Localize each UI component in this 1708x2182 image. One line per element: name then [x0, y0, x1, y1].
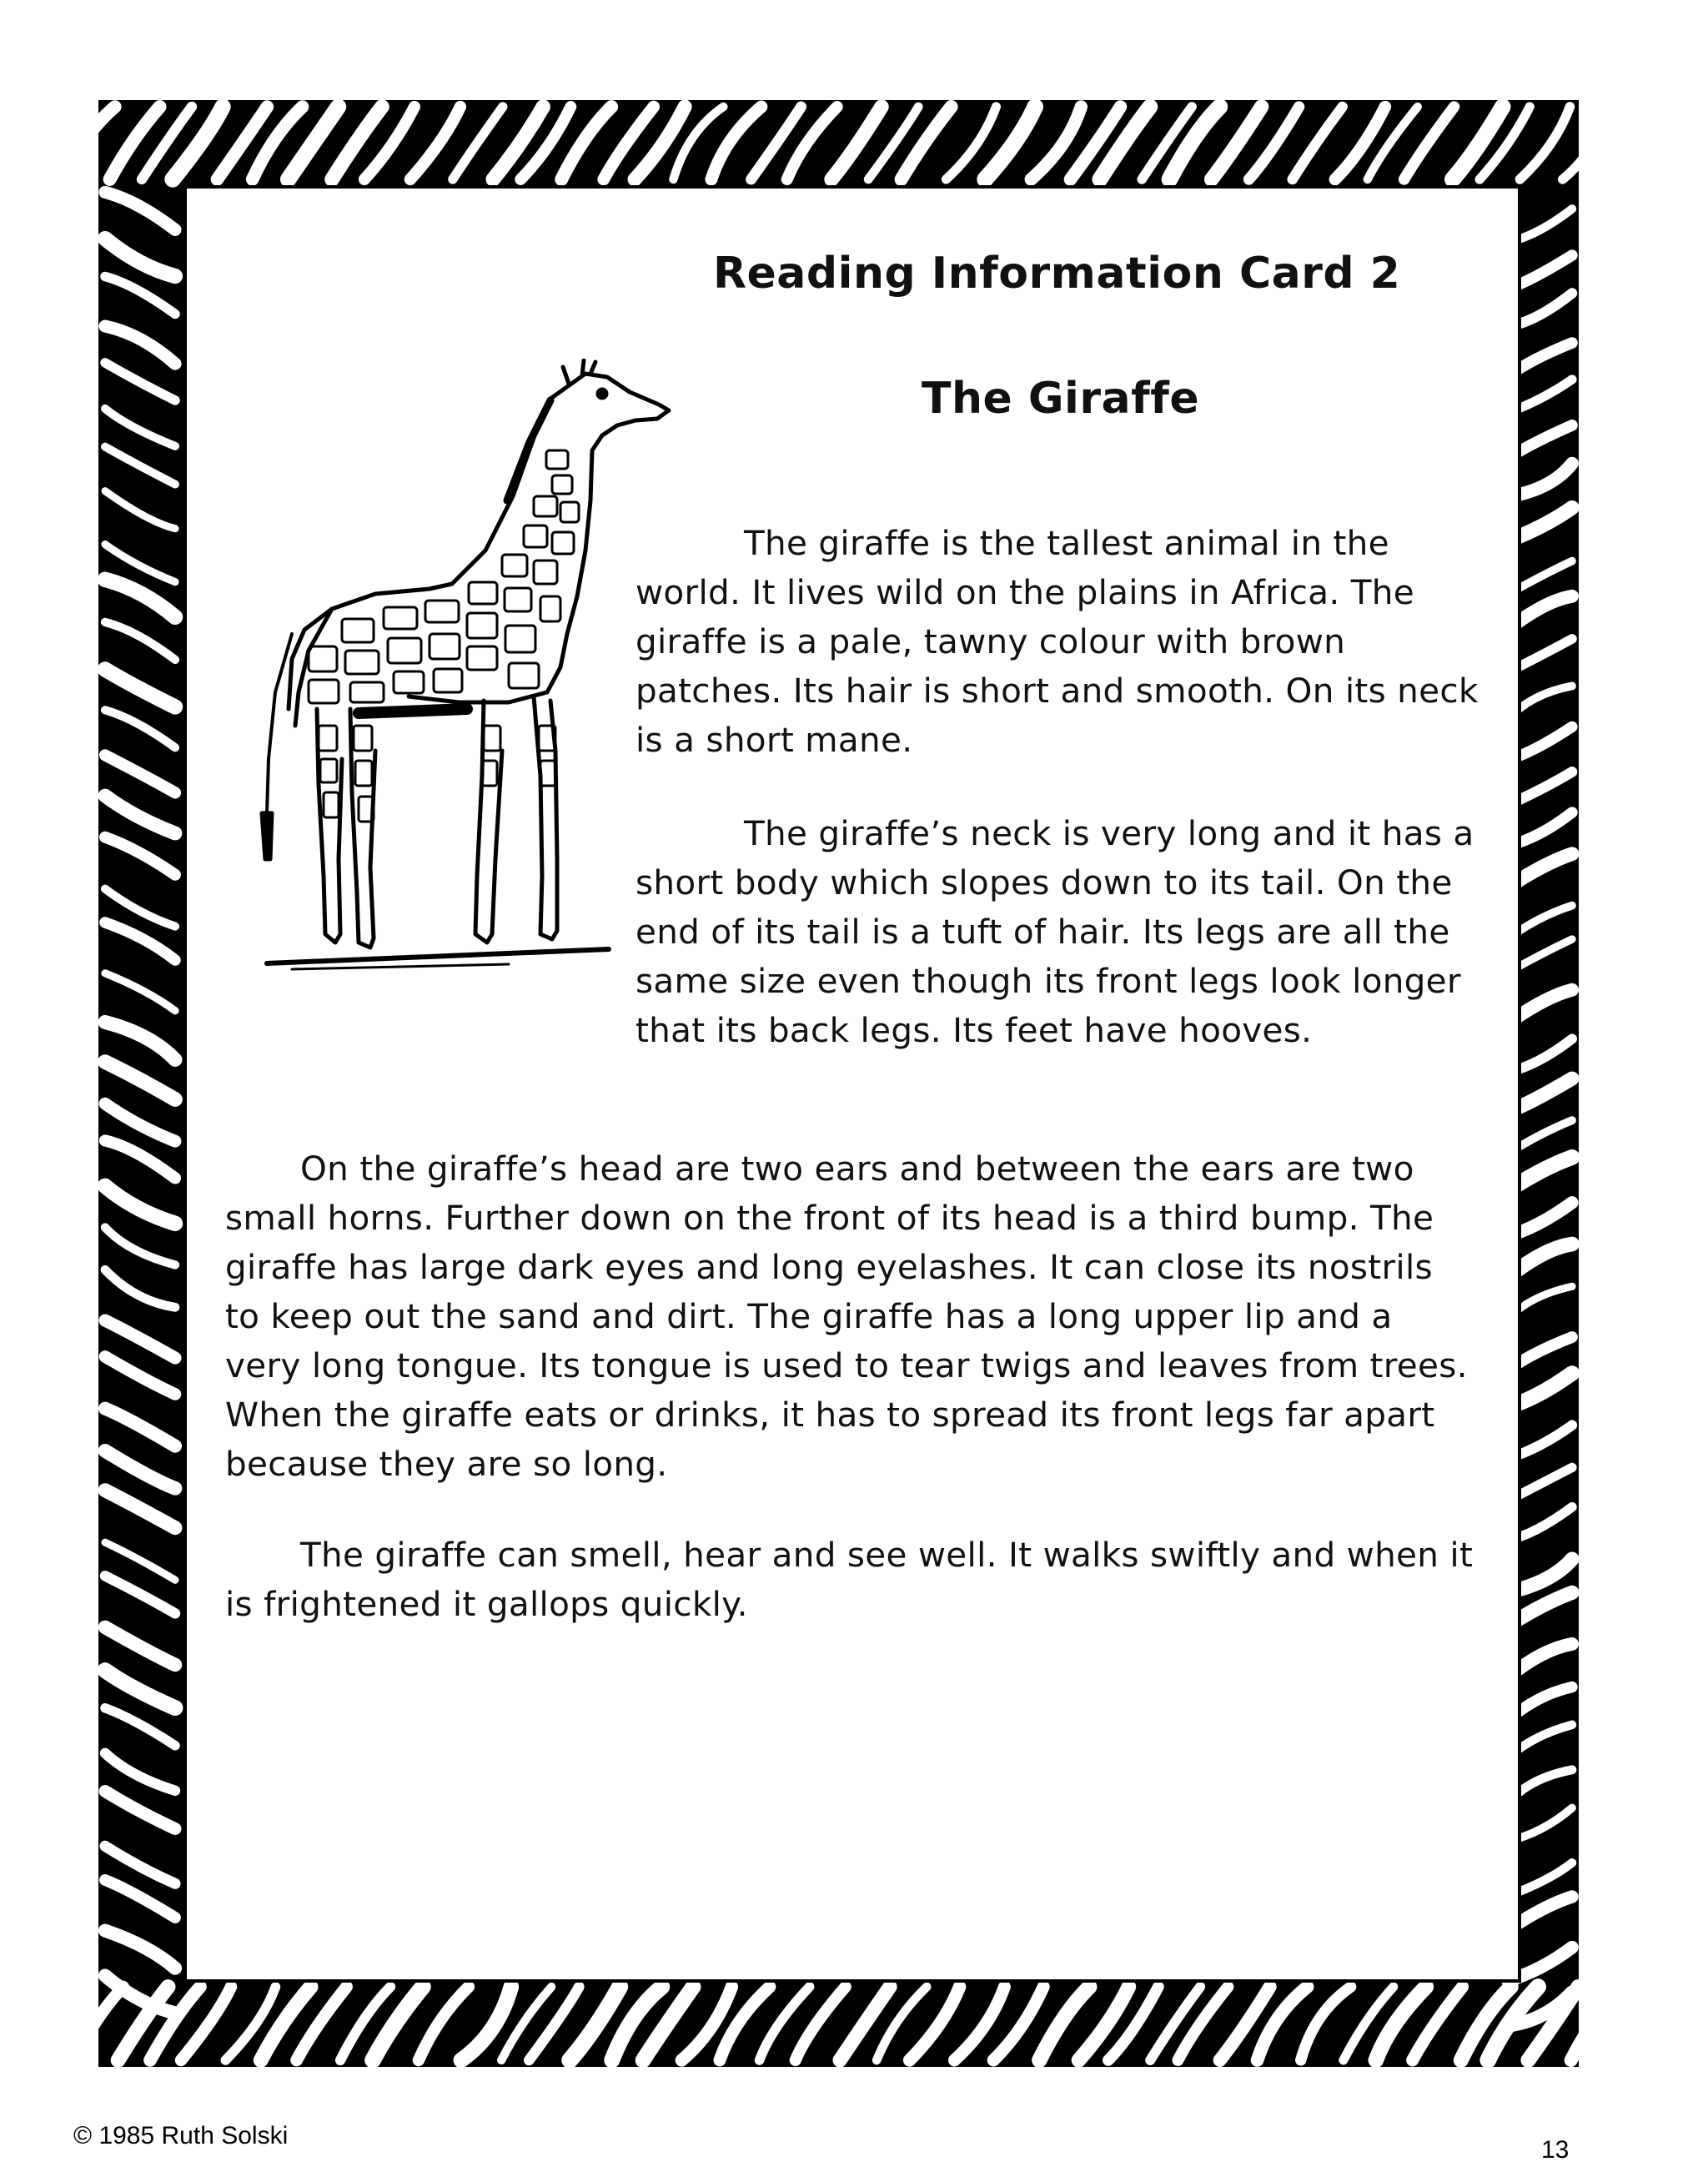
- card-title: Reading Information Card 2: [713, 249, 1401, 299]
- paragraph-4: The giraffe can smell, hear and see well. It walks swiftly and when it is frightened it gallops quickly.: [225, 1535, 1474, 1624]
- paragraph-2: The giraffe’s neck is very long and it has a short body which slopes down to its tail. On the end of its tail is a tuft of hair. Its legs are all the same size even though its front legs look longer that its back legs. Its feet have hooves.: [635, 813, 1474, 1050]
- paragraph-3: On the giraffe’s head are two ears and between the ears are two small horns. Further down on the front of its head is a third bump. The giraffe has large dark eyes and long eyelashes. It can close its nostrils to keep out the sand and dirt. The giraffe has a long upper lip and a very long tongue. Its tongue is used to tear twigs and leaves from trees. When the giraffe eats or drinks, it has to spread its front legs far apart because they are so long.: [225, 1149, 1468, 1484]
- page-number: 13: [1541, 2136, 1570, 2164]
- paragraph-1: The giraffe is the tallest animal in the world. It lives wild on the plains in Africa. The giraffe is a pale, tawny colour with brown patches. Its hair is short and smooth. On its neck is a short mane.: [635, 523, 1479, 760]
- card-subtitle: The Giraffe: [922, 374, 1200, 424]
- copyright-notice: © 1985 Ruth Solski: [73, 2122, 289, 2149]
